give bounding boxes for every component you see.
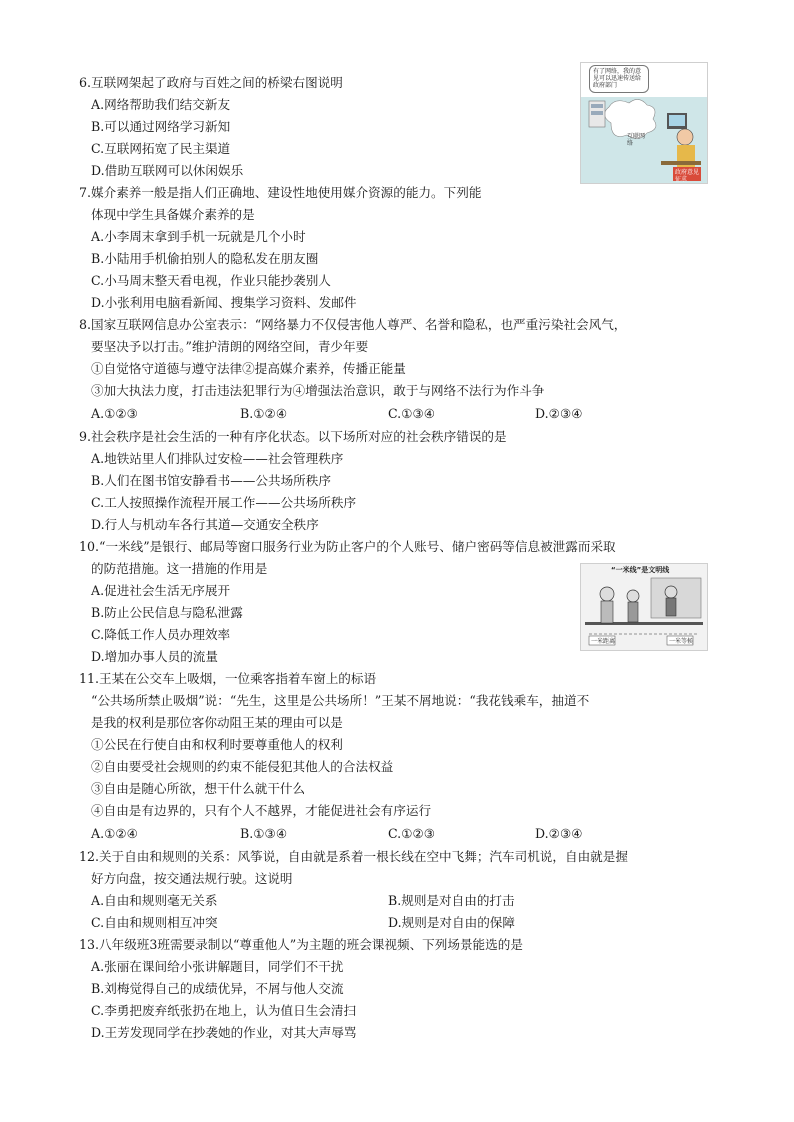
q11-item-2: ②自由要受社会规则的约束不能侵犯其他人的合法权益	[91, 759, 394, 774]
q7-option-d: D.小张利用电脑看新闻、搜集学习资料、发邮件	[91, 295, 357, 310]
q9-option-b: B.人们在图书馆安静看书——公共场所秩序	[91, 473, 331, 488]
figure-title: “一米线”是文明线	[611, 566, 670, 574]
q8-stem-line-1: 8.国家互联网信息办公室表示：“网络暴力不仅侵害他人尊严、名誉和隐私，也严重污染社会风气，	[79, 317, 627, 332]
q11-item-1: ①公民在行使自由和权利时要尊重他人的权利	[91, 737, 343, 752]
q10-option-b: B.防止公民信息与隐私泄露	[91, 605, 243, 620]
q6-cartoon-figure	[580, 62, 708, 184]
q12-stem-line-2: 好方向盘，按交通法规行驶。这说明	[91, 871, 293, 886]
q10-option-a: A.促进社会生活无序展开	[91, 583, 231, 598]
q10-option-d: D.增加办事人员的流量	[91, 649, 218, 664]
q11-item-4: ④自由是有边界的，只有个人不越界，才能促进社会有序运行	[91, 803, 432, 818]
q8-choice-a: A.①②③	[91, 406, 138, 421]
q11-choice-a: A.①②④	[91, 826, 138, 841]
q6-option-c: C.互联网拓宽了民主渠道	[91, 141, 231, 156]
q13-option-c: C.李勇把废弃纸张扔在地上，认为值日生会清扫	[91, 1003, 357, 1018]
q12-option-a: A.自由和规则毫无关系	[91, 893, 218, 908]
q8-choice-c: C.①③④	[388, 406, 436, 421]
q7-option-a: A.小李周末拿到手机一玩就是几个小时	[91, 229, 306, 244]
speech-bubble-text: 有了网络，我的意见可以迅速传送给政府部门	[593, 68, 642, 89]
q7-stem-line-1: 7.媒介素养一般是指人们正确地、建设性地使用媒介资源的能力。下列能	[79, 185, 482, 200]
q13-stem: 13.八年级班3班需要录制以“尊重他人”为主题的班会课视频、下列场景能选的是	[79, 937, 523, 952]
q10-stem-line-1: 10.“一米线”是银行、邮局等窗口服务行业为防止客户的个人账号、储户密码等信息被泄露而采取	[79, 539, 616, 554]
q11-stem-line-3: 是我的权利是那位客你动阻王某的理由可以是	[91, 715, 343, 730]
q11-choice-b: B.①③④	[240, 826, 288, 841]
q8-item-line-1: ①自觉恪守道德与遵守法律②提高媒介素养，传播正能量	[91, 361, 406, 376]
q8-stem-line-2: 要坚决予以打击。”维护清朗的网络空间，青少年要	[91, 339, 369, 354]
q6-option-d: D.借助互联网可以休闲娱乐	[91, 163, 244, 178]
figure-label-left: 一米距离	[591, 638, 616, 645]
q7-option-c: C.小马周末整天看电视，作业只能抄袭别人	[91, 273, 331, 288]
cloud-label: 互联网络	[627, 133, 646, 147]
speech-bubble	[589, 65, 649, 93]
q8-choice-d: D.②③④	[535, 406, 583, 421]
q7-stem-line-2: 体现中学生具备媒介素养的是	[91, 207, 255, 222]
q9-stem: 9.社会秩序是社会生活的一种有序化状态。以下场所对应的社会秩序错误的是	[79, 429, 507, 444]
q12-option-d: D.规则是对自由的保障	[388, 915, 515, 930]
q11-stem-line-1: 11.王某在公交车上吸烟，一位乘客指着车窗上的标语	[79, 671, 377, 686]
q7-option-b: B.小陆用手机偷拍别人的隐私发在朋友圈	[91, 251, 319, 266]
q9-option-d: D.行人与机动车各行其道—交通安全秩序	[91, 517, 319, 532]
q9-option-c: C.工人按照操作流程开展工作——公共场所秩序	[91, 495, 357, 510]
q11-choice-c: C.①②③	[388, 826, 436, 841]
q10-cartoon-figure	[580, 563, 708, 651]
q8-choice-b: B.①②④	[240, 406, 288, 421]
q11-stem-line-2: “公共场所禁止吸烟”说：“先生，这里是公共场所！”王某不屑地说：“我花钱乘车，抽道不	[91, 693, 590, 708]
q10-option-c: C.降低工作人员办理效率	[91, 627, 231, 642]
q13-option-a: A.张丽在课间给小张讲解题目，同学们不干扰	[91, 959, 344, 974]
q11-item-3: ③自由是随心所欲，想干什么就干什么	[91, 781, 306, 796]
sign-label: 政府意见征求	[675, 169, 700, 183]
q10-stem-line-2: 的防范措施。这一措施的作用是	[91, 561, 268, 576]
q6-option-b: B.可以通过网络学习新知	[91, 119, 231, 134]
q6-option-a: A.网络帮助我们结交新友	[91, 97, 231, 112]
q12-option-c: C.自由和规则相互冲突	[91, 915, 218, 930]
q8-item-line-2: ③加大执法力度，打击违法犯罪行为④增强法治意识，敢于与网络不法行为作斗争	[91, 383, 545, 398]
q9-option-a: A.地铁站里人们排队过安检——社会管理秩序	[91, 451, 344, 466]
q13-option-d: D.王芳发现同学在抄袭她的作业，对其大声辱骂	[91, 1025, 357, 1040]
q12-option-b: B.规则是对自由的打击	[388, 893, 515, 908]
q13-option-b: B.刘梅觉得自己的成绩优异，不屑与他人交流	[91, 981, 344, 996]
q6-stem: 6.互联网架起了政府与百姓之间的桥梁右图说明	[79, 75, 343, 90]
q12-stem-line-1: 12.关于自由和规则的关系：风筝说，自由就是系着一根长线在空中飞舞；汽车司机说，自由就是握	[79, 849, 628, 864]
q11-choice-d: D.②③④	[535, 826, 583, 841]
figure-label-right: 一米等候	[669, 638, 694, 645]
